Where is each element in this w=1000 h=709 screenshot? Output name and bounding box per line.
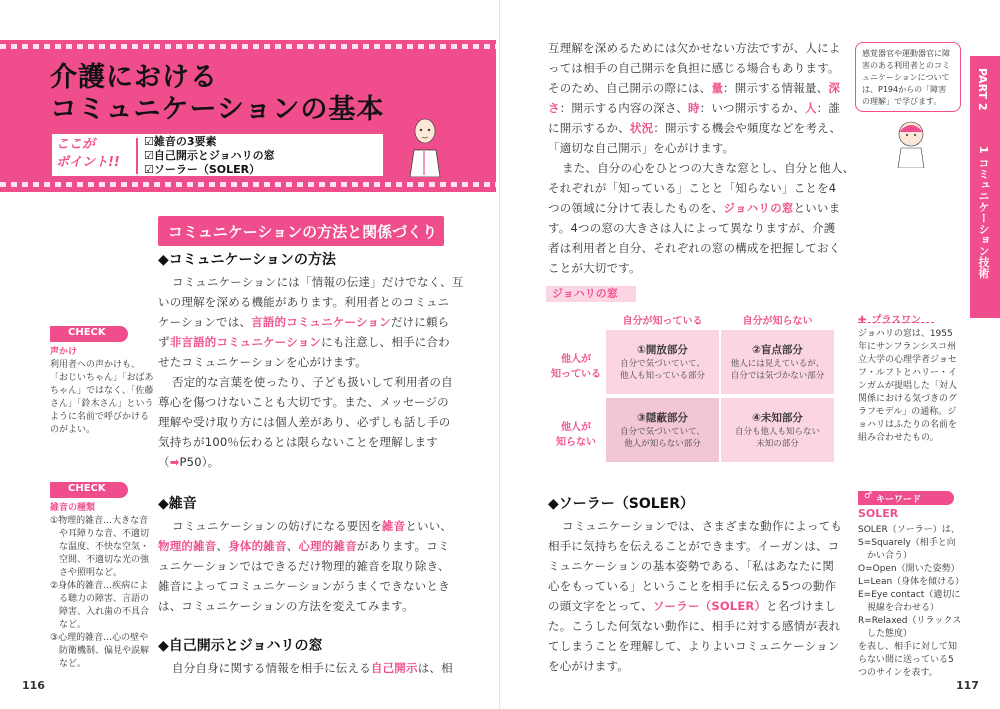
keyword-line: した態度） — [858, 629, 913, 639]
check-note-line: ③心理的雑音…心の壁や — [50, 633, 149, 643]
body-line: 自分自身に関する情報を相手に伝える自己開示は、相 — [172, 661, 453, 675]
body-line: 気持ちが100％伝わるとは限らないことを理解します — [158, 435, 438, 449]
plus-one-line: ラフモデル」の通称。ジ — [858, 407, 957, 417]
header-stripe-bottom — [0, 182, 496, 187]
check-note-heading: 雑音の種類 — [50, 503, 96, 513]
keyword-line: を表し、相手に対して知 — [858, 642, 958, 652]
check-note-line: など。 — [50, 620, 87, 630]
plus-one-line: 立大学の心理学者ジョセ — [858, 355, 957, 365]
keyword-line: かい合う） — [858, 551, 913, 561]
johari-row-head-line: 他人が — [561, 354, 591, 365]
johari-cell-title: ①開放部分 — [637, 343, 688, 356]
johari-row-head-line: 他人が — [561, 422, 591, 433]
body-line: は、コミュニケーションの方法を変えてみます。 — [158, 599, 414, 613]
page-title — [50, 62, 384, 126]
title-line-1: 介護における — [50, 62, 218, 93]
key-point-item: ☑ソーラー（SOLER） — [144, 163, 261, 176]
johari-cell-desc: 自分では気づかない部分 — [730, 370, 825, 381]
key-points-label — [56, 136, 134, 172]
body-line: た。こうした何気ない動作に、相手に対する感情が表れ — [548, 619, 841, 633]
johari-cell-hidden — [606, 398, 719, 462]
keyword-line: O=Open（開いた姿勢） — [858, 564, 960, 574]
keyword-line: 視線を合わせる） — [858, 603, 940, 613]
body-line: そのため、自己開示の際には、量：開示する情報量、深 — [548, 81, 841, 95]
plus-one-line: フ・ルフトとハリー・イ — [858, 368, 958, 378]
check-note-line: のがよい。 — [50, 425, 96, 435]
body-line: ず非言語的コミュニケーションにも注意し、相手に合わ — [158, 335, 450, 349]
check-note-line: る聴力の障害、言語の — [50, 594, 150, 604]
keyword-line: つのサインを表す。 — [858, 668, 938, 678]
heading-soler: ◆ソーラー（SOLER） — [548, 496, 695, 512]
page-number: 116 — [22, 679, 45, 692]
johari-cell-open — [606, 330, 719, 394]
johari-cell-desc: 自分で気づいていて、 — [620, 426, 705, 437]
check-note-line: や耳障りな音、不適切 — [50, 529, 150, 539]
check-note-line: ちゃん」ではなく、「佐藤 — [50, 386, 154, 396]
body-line: いの理解を深める機能があります。利用者とのコミュニ — [158, 295, 450, 309]
keyword-badge — [858, 491, 954, 505]
keyword-line: R=Relaxed（リラックス — [858, 616, 962, 626]
johari-cell-blind — [721, 330, 834, 394]
check-note-line: 障害、入れ歯の不具合 — [50, 607, 150, 617]
character-illustration — [400, 105, 450, 177]
key-points-divider — [136, 138, 138, 174]
keyword-line: S=Squarely（相手と向 — [858, 538, 956, 548]
bubble-line: ュニケーションについて — [862, 73, 950, 82]
check-note-line: ように名前で呼びかける — [50, 412, 150, 422]
check-note-heading: 声かけ — [50, 347, 78, 357]
body-line: 互理解を深めるためには欠かせない方法ですが、人によ — [548, 41, 841, 55]
body-line: コミュニケーションでは、さまざまな動作によっても — [562, 519, 843, 533]
chapter-tab-label: 1 コミュニケーション技術 — [977, 146, 990, 279]
johari-cell-desc: 自分で気づいていて、 — [620, 358, 705, 369]
page-number: 117 — [956, 679, 979, 692]
plus-one-header — [858, 308, 934, 326]
body-line: を心がけます。 — [548, 659, 629, 673]
heading-noise: ◆雑音 — [158, 496, 197, 512]
johari-row-head-line: 知らない — [556, 437, 596, 448]
plus-one-line: 組み合わせたもの。 — [858, 433, 939, 443]
johari-cell-desc: 未知の部分 — [756, 438, 799, 449]
keyword-badge-label: キーワード — [876, 495, 922, 505]
body-line: 尊心を傷つけないことも大切です。また、メッセージの — [158, 395, 449, 409]
johari-cell-desc: 他人には見えているが、 — [730, 358, 825, 369]
plus-one-line: 年にサンフランシスコ州 — [858, 342, 957, 352]
body-line: 雑音によってコミュニケーションがうまくできないとき — [158, 579, 450, 593]
johari-row-head-line: 知っている — [551, 369, 601, 380]
body-line: 「適切な自己開示」を心がけます。 — [548, 141, 735, 155]
plus-one-line: ンガムが提唱した「対人 — [858, 381, 958, 391]
bubble-line: 感覚器官や運動器官に障 — [862, 49, 950, 58]
body-line: ミュニケーションの基本姿勢である、「私はあなたに関 — [548, 559, 835, 573]
johari-cell-title: ③隠蔽部分 — [637, 411, 688, 424]
part-tab-label: PART 2 — [976, 68, 989, 111]
johari-row-head — [550, 418, 602, 448]
plus-one-line: ョハリはふたりの名前を — [858, 420, 958, 430]
keyword-line: らない間に送っている5 — [858, 655, 954, 665]
keyword-line: L=Lean（身体を傾ける） — [858, 577, 965, 587]
plus-one-line: 関係における気づきのグ — [858, 394, 958, 404]
body-line: せたコミュニケーションを心がけます。 — [158, 355, 367, 369]
johari-cell-desc: 他人も知っている部分 — [619, 370, 705, 381]
johari-label: ジョハリの窓 — [546, 286, 636, 302]
johari-cell-title: ②盲点部分 — [752, 343, 803, 356]
body-line: っては相手の自己開示を負担に感じる場合もあります。 — [548, 61, 840, 75]
bubble-line: は、P194からの「障害 — [862, 85, 947, 94]
header-stripe-top — [0, 44, 496, 49]
johari-cell-unknown — [721, 398, 834, 462]
keyword-line: E=Eye contact（適切に — [858, 590, 961, 600]
key-points-box — [50, 132, 385, 178]
check-note-line: な温度、不快な空気・ — [50, 542, 150, 552]
bubble-character-illustration — [893, 118, 929, 168]
check-note-line: 防衛機制、偏見や誤解 — [50, 646, 150, 656]
keyword-title: SOLER — [858, 507, 899, 520]
body-line: 相手に気持ちを伝えることができます。イーガンは、コ — [548, 539, 840, 553]
section-band-title: コミュニケーションの方法と関係づくり — [168, 223, 438, 241]
body-line: ュニケーションではできるだけ物理的雑音を取り除き、 — [158, 559, 450, 573]
check-note-line: など。 — [50, 659, 87, 669]
johari-col-head: 自分が知らない — [742, 316, 813, 327]
check-note-line: さん」「鈴木さん」という — [50, 399, 154, 409]
check-note-line: さや照明など。 — [50, 568, 123, 578]
check-badge-label: CHECK — [68, 327, 106, 338]
body-line: に開示するか、状況：開示する機会や頻度などを考え、 — [548, 121, 842, 135]
heading-communication-method: ◆コミュニケーションの方法 — [158, 252, 336, 268]
body-line: それぞれが「知っている」ことと「知らない」ことを4 — [548, 181, 837, 195]
johari-row-head — [550, 350, 602, 380]
info-bubble — [855, 42, 961, 112]
check-badge — [50, 326, 128, 342]
bubble-line: の理解」で学びます。 — [862, 97, 942, 106]
check-badge-label: CHECK — [68, 483, 106, 494]
check-note-line: 空間、不適切な光の強 — [50, 555, 150, 565]
body-line: さ：開示する内容の深さ、時：いつ開示するか、人：誰 — [548, 101, 841, 115]
section-band — [158, 216, 444, 246]
body-line: 否定的な言葉を使ったり、子ども扱いして利用者の自 — [172, 375, 453, 389]
body-line: ことが大切です。 — [548, 261, 641, 275]
check-badge — [50, 482, 128, 498]
body-line: つの領域に分けて表したものを、ジョハリの窓といいま — [548, 201, 841, 215]
key-icon: ♂ — [864, 491, 873, 501]
plus-icon: ✚ — [858, 315, 867, 326]
title-line-2: コミュニケーションの基本 — [50, 94, 385, 125]
check-note-line: 利用者への声かけも、 — [50, 360, 141, 370]
plus-one-line: ジョハリの窓は、1955 — [858, 329, 953, 339]
johari-cell-title: ④未知部分 — [752, 411, 803, 424]
body-line: ケーションでは、言語的コミュニケーションだけに頼ら — [158, 315, 450, 329]
body-line: また、自分の心をひとつの大きな窓とし、自分と他人、 — [562, 161, 855, 175]
check-note-line: ①物理的雑音…大きな音 — [50, 516, 149, 526]
johari-cell-desc: 他人が知らない部分 — [624, 438, 701, 449]
body-line: コミュニケーションの妨げになる要因を雑音といい、 — [172, 519, 453, 533]
check-note-line: 「おじいちゃん」「おばあ — [50, 373, 154, 383]
key-point-item: ☑自己開示とジョハリの窓 — [144, 149, 275, 162]
key-point-item: ☑雑音の3要素 — [144, 135, 217, 148]
bubble-line: 害のある利用者とのコミ — [862, 61, 950, 70]
johari-cell-desc: 自分も他人も知らない — [734, 426, 820, 437]
body-line: 物理的雑音、身体的雑音、心理的雑音があります。コミ — [158, 539, 450, 553]
body-line: （➡P50）。 — [158, 455, 220, 469]
body-line: 理解や受け取り方には個人差があり、必ずしも話し手の — [158, 415, 451, 429]
part-tab — [970, 56, 1000, 318]
body-line: 者は利用者と自分、それぞれの窓の構成を把握しておく — [548, 241, 841, 255]
check-note-line: ②身体的雑音…疾病によ — [50, 581, 149, 591]
body-line: コミュニケーションには「情報の伝達」だけでなく、互 — [172, 275, 464, 289]
body-line: てしまうことを理解して、よりよいコミュニケーション — [548, 639, 840, 653]
body-line: の頭文字をとって、ソーラー（SOLER）と名づけまし — [548, 599, 837, 613]
key-points-label-1: ここが — [56, 137, 96, 152]
plus-one-badge: プラスワン — [871, 315, 922, 326]
keyword-line: SOLER（ソーラー）は、 — [858, 525, 960, 535]
johari-col-head: 自分が知っている — [622, 316, 703, 327]
key-points-label-2: ポイント!! — [56, 155, 120, 170]
body-line: 心をもっている」ということを相手に伝える5つの動作 — [548, 579, 837, 593]
heading-self-disclosure: ◆自己開示とジョハリの窓 — [158, 638, 323, 654]
body-line: す。4つの窓の大きさは人によって異なりますが、介護 — [548, 221, 836, 235]
